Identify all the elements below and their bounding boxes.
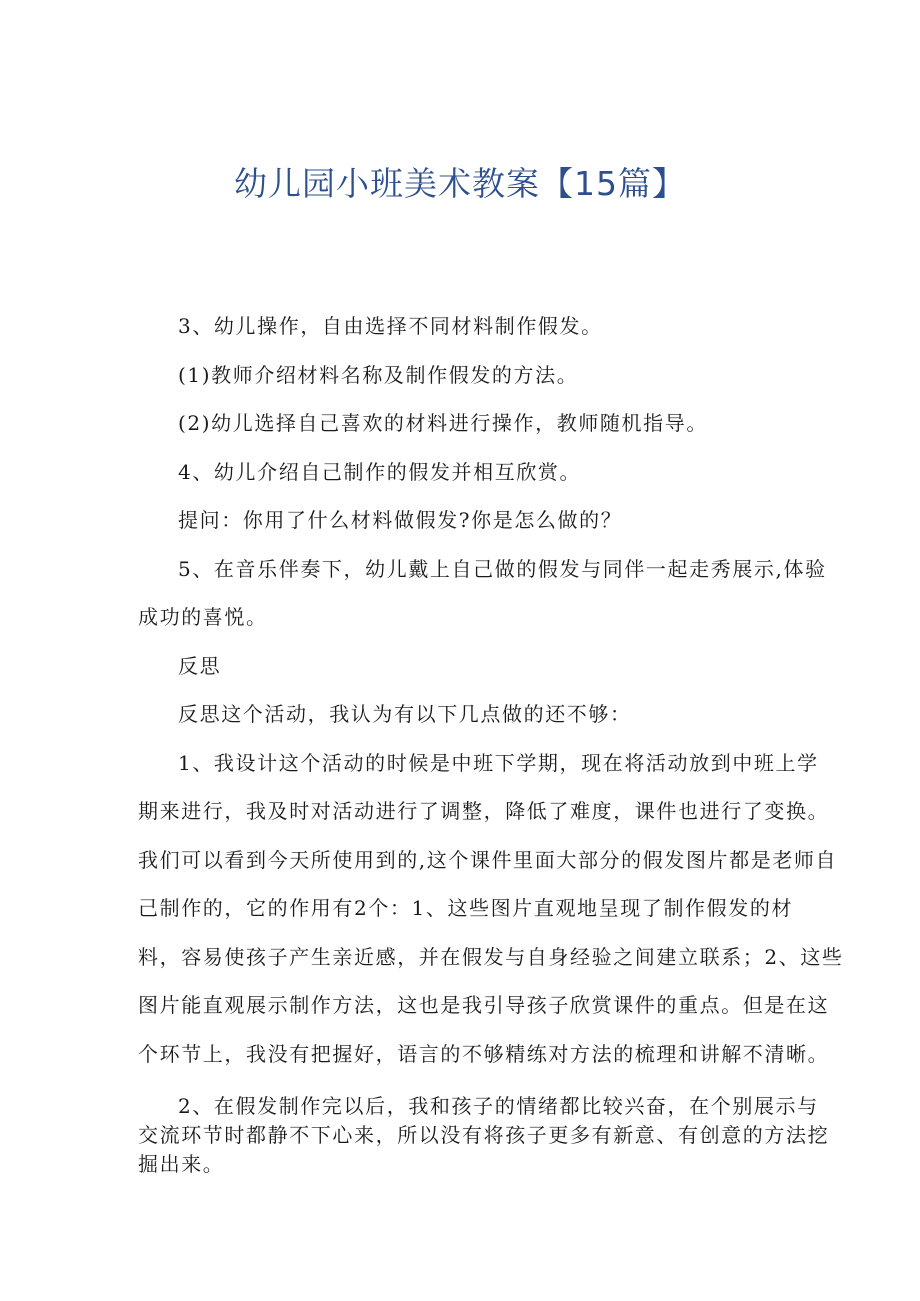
paragraph-line: 个环节上，我没有把握好，语言的不够精练对方法的梳理和讲解不清晰。 xyxy=(138,1042,830,1066)
section-heading: 反思 xyxy=(178,654,222,678)
paragraph-line: 图片能直观展示制作方法，这也是我引导孩子欣赏课件的重点。但是在这 xyxy=(138,993,830,1017)
paragraph-line: (2)幼儿选择自己喜欢的材料进行操作，教师随机指导。 xyxy=(178,411,708,435)
paragraph-line: 3、幼儿操作，自由选择不同材料制作假发。 xyxy=(178,314,603,338)
paragraph-line: 2、在假发制作完以后，我和孩子的情绪都比较兴奋，在个别展示与 xyxy=(178,1094,819,1118)
paragraph-line: 4、幼儿介绍自己制作的假发并相互欣赏。 xyxy=(178,460,582,484)
paragraph-line: 交流环节时都静不下心来，所以没有将孩子更多有新意、有创意的方法挖 xyxy=(138,1123,830,1147)
paragraph-line: 料，容易使孩子产生亲近感，并在假发与自身经验之间建立联系；2、这些 xyxy=(138,945,844,969)
document-title: 幼儿园小班美术教案【15篇】 xyxy=(234,164,686,203)
paragraph-line: 提问：你用了什么材料做假发?你是怎么做的？ xyxy=(178,508,623,532)
paragraph-line: 成功的喜悦。 xyxy=(138,605,268,629)
paragraph-line: 我们可以看到今天所使用到的,这个课件里面大部分的假发图片都是老师自 xyxy=(138,848,838,872)
paragraph-line: (1)教师介绍材料名称及制作假发的方法。 xyxy=(178,363,579,387)
paragraph-line: 期来进行，我及时对活动进行了调整，降低了难度，课件也进行了变换。 xyxy=(138,799,830,823)
paragraph-line: 反思这个活动，我认为有以下几点做的还不够： xyxy=(178,702,632,726)
paragraph-line: 5、在音乐伴奏下，幼儿戴上自己做的假发与同伴一起走秀展示,体验 xyxy=(178,557,827,581)
paragraph-line: 掘出来。 xyxy=(138,1152,225,1176)
paragraph-line: 1、我设计这个活动的时候是中班下学期，现在将活动放到中班上学 xyxy=(178,751,819,775)
paragraph-line: 己制作的，它的作用有2个：1、这些图片直观地呈现了制作假发的材 xyxy=(138,896,794,920)
